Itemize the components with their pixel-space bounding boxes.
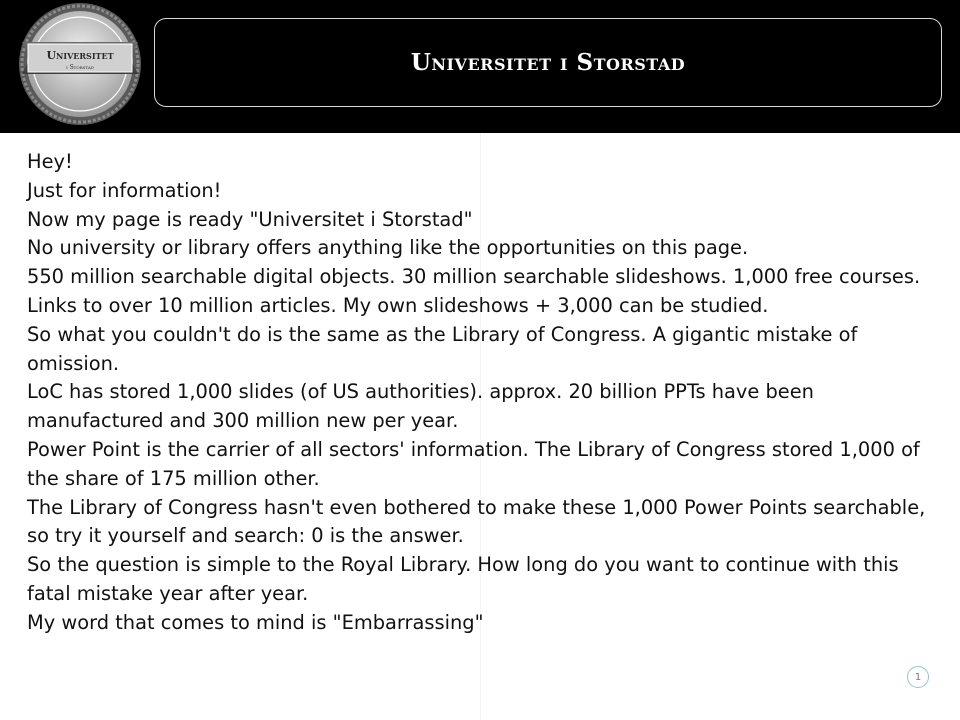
body-text [27, 148, 932, 638]
text-line: Now my page is ready "Universitet i Storstad" [27, 207, 473, 231]
text-line: So what you couldn't do is the same as the Library of Congress. A gigantic mistake of omission. [27, 322, 858, 375]
header-bar [0, 0, 960, 133]
text-line: My word that comes to mind is "Embarrassing" [27, 610, 484, 634]
slide-number: 1 [907, 666, 929, 688]
page-title: Universitet i Storstad [410, 49, 686, 76]
title-box [154, 18, 942, 107]
text-line: So the question is simple to the Royal Library. How long do you want to continue with this fatal mistake year after year. [27, 553, 899, 605]
seal-line-2: i Storstad [66, 64, 94, 71]
seal-line-1: Universitet [46, 49, 114, 62]
university-seal-logo [16, 2, 144, 126]
text-line: Just for information! [27, 178, 222, 202]
text-line: 550 million searchable digital objects. 30 million searchable slideshows. 1,000 free courses. [27, 265, 921, 289]
text-line: No university or library offers anything like the opportunities on this page. [27, 236, 749, 260]
text-line: LoC has stored 1,000 slides (of US authorities). approx. 20 billion PPTs have been manufactured and 300 million new per year. [27, 380, 814, 433]
text-line: The Library of Congress hasn't even bothered to make these 1,000 Power Points searchable, so try it yourself and search: 0 is the answer. [27, 495, 926, 548]
text-line: Hey! [27, 150, 73, 173]
text-line: Links to over 10 million articles. My own slideshows + 3,000 can be studied. [27, 293, 769, 317]
text-line: Power Point is the carrier of all sectors' information. The Library of Congress stored 1,000 of the share of 175 million other. [27, 437, 920, 490]
